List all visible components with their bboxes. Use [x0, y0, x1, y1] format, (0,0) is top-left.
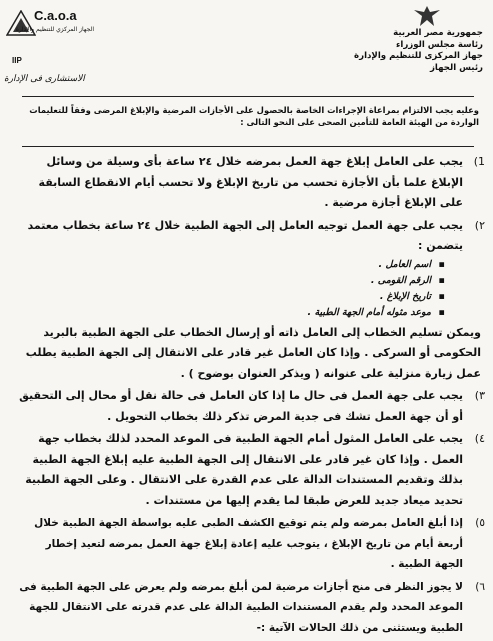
item-text: يجب على جهة العمل توجيه العامل إلى الجهة الطبية خلال ٢٤ ساعة بخطاب معتمد يتضمن :	[27, 218, 463, 252]
list-item	[15, 152, 485, 214]
logo-caption: الاستشارى فى الإدارة	[4, 74, 85, 84]
logo-subtitle: الجهاز المركزي للتنظيم والإدارة	[15, 26, 94, 33]
list-item	[15, 216, 485, 321]
sub-list-item: ▪ الرقم القومى .	[15, 273, 431, 289]
header-divider	[22, 96, 474, 97]
list-item	[15, 429, 485, 511]
header-line-agency: جهاز المركزى للتنظيم والإدارة	[354, 51, 483, 61]
list-item	[15, 386, 485, 427]
list-item	[15, 577, 485, 639]
item-text: يجب على جهة العمل فى حال ما إذا كان العامل فى حالة نقل أو محال إلى التحقيق أو أن جهة العمل تشك فى جدية المرض تذكر ذلك بخطاب التحويل .	[19, 389, 463, 423]
government-header	[333, 28, 483, 74]
item-number: 1)	[473, 155, 485, 168]
intro-paragraph: وعليه يجب الالتزام بمراعاة الإجراءات الخاصة بالحصول على الأجازات المرضية والإبلاغ المرضى وفقاً للتعليمات الواردة من الهيئة العامة للتأمين الصحى على النحو التالى :	[29, 105, 479, 127]
sub-list-item: ▪ اسم العامل .	[15, 257, 431, 273]
required-fields-list	[15, 257, 463, 321]
item-text: يجب على العامل إبلاغ جهة العمل بمرضه خلال ٢٤ ساعة بأى وسيلة من وسائل الإبلاغ علما بأن الأجازة تحسب من تاريخ الإبلاغ ولا تحسب أيام الانقطاع السابقة على الإبلاغ أجازة مرضية .	[38, 155, 463, 209]
item-number: ٥)	[475, 517, 485, 529]
item-text: لا يجوز النظر فى منح أجازات مرضية لمن أبلغ بمرضه ولم يعرض على الجهة الطبية فى الموعد المحدد ولم يقدم المستندات الطبية الدالة على عدم قدرته على الانتقال للجهة الطبية ويستثنى من ذلك الحالات الآتية :-	[19, 580, 463, 634]
eagle-emblem-icon	[412, 4, 442, 28]
item-number: ٦)	[475, 580, 485, 593]
intro-divider	[22, 146, 474, 147]
logo-title: C.a.o.a	[34, 8, 77, 23]
item-number: ٢)	[474, 218, 485, 232]
sub-list-item: ▪ موعد مثوله أمام الجهة الطبية .	[15, 305, 431, 321]
item-number: ٤)	[474, 432, 485, 445]
organization-logo	[4, 6, 96, 90]
list-item	[15, 513, 485, 575]
document-body	[15, 152, 485, 640]
header-line-head: رئيس الجهاز	[429, 62, 483, 73]
delivery-paragraph: ويمكن تسليم الخطاب إلى العامل ذاته أو إرسال الخطاب على الجهة الطبية بالبريد الحكومى أو السركى . وإذا كان العامل غير قادر على الانتقال إلى الجهة الطبية يطلب عمل زيارة منزلية على عنوانه ( ويذكر العنوان بوضوح ) .	[25, 325, 481, 380]
header-line-country: جمهورية مصر العربية	[393, 28, 483, 38]
item-text: يجب على العامل المثول أمام الجهة الطبية فى الموعد المحدد لذلك بخطاب جهة العمل . وإذا كان غير قادر على الانتقال إلى الجهة الطبية عليه إبلاغ الجهة الطبية بذلك وتقديم المستندات الدالة على عدم القدرة على الانتقال . وعلى الجهة الطبية تحديد ميعاد جديد للعرض طبقا لما يقدم إليها من مستندات .	[25, 432, 463, 507]
item-number: ٣)	[474, 389, 485, 402]
item-text: إذا أبلغ العامل بمرضه ولم يتم توقيع الكشف الطبى عليه بواسطة الجهة الطبية خلال أربعة أيام من تاريخ الإبلاغ ، يتوجب عليه إعادة إبلاغ جهة العمل بمرضه لتعيد إخطار الجهة الطبية .	[34, 517, 463, 570]
header-line-cabinet: رئاسة مجلس الوزراء	[395, 39, 483, 50]
iip-mark: IIP	[12, 56, 22, 65]
sub-list-item: ▪ تاريخ الإبلاغ .	[15, 289, 431, 305]
